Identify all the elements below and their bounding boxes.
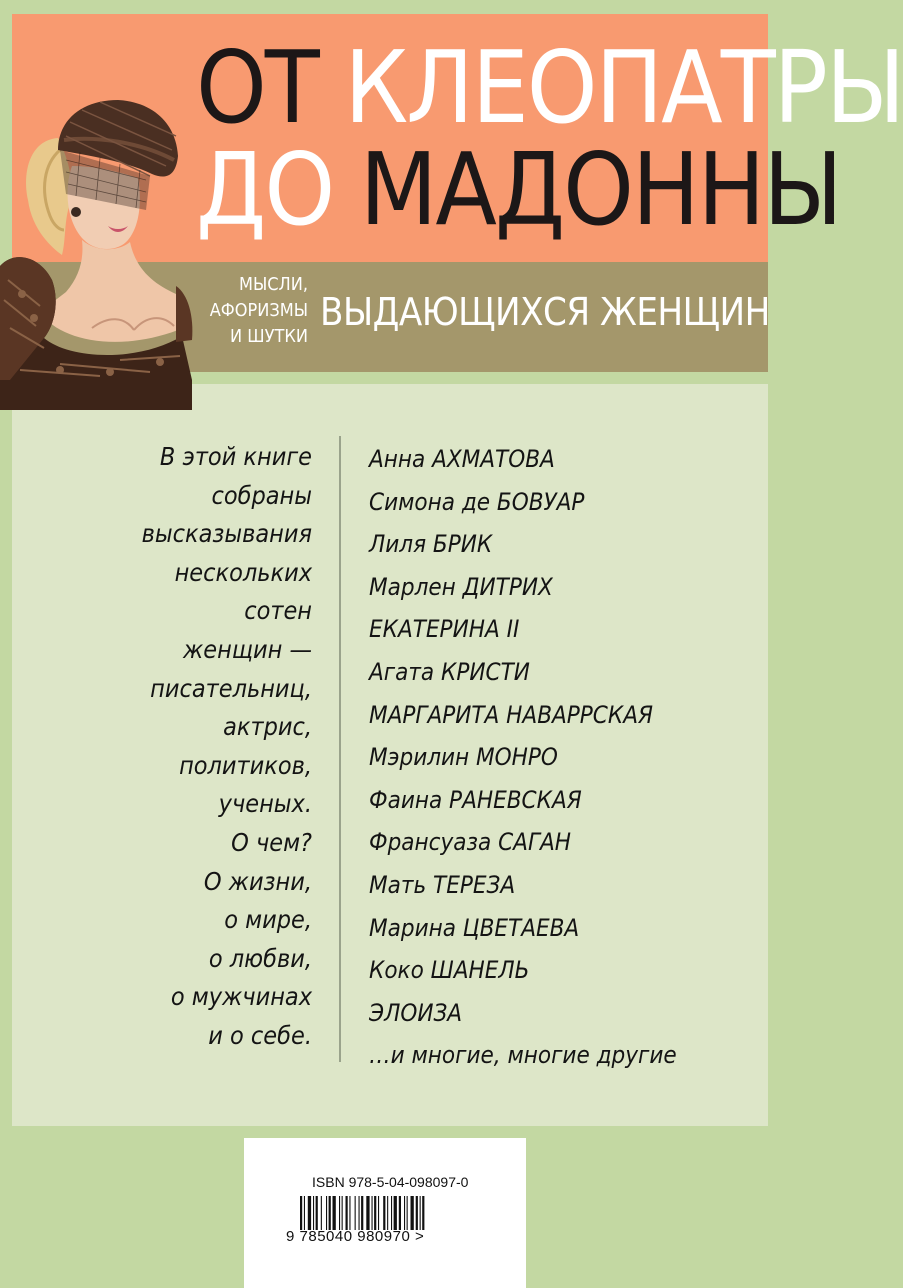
subtitle-small-line: АФОРИЗМЫ	[209, 300, 308, 321]
barcode-bar	[420, 1196, 421, 1230]
barcode-bar	[394, 1196, 397, 1230]
description-line: В этой книге	[159, 442, 312, 471]
barcode-bar	[404, 1196, 405, 1230]
barcode-bar	[346, 1196, 348, 1230]
barcode-bar	[374, 1196, 376, 1230]
subtitle-small	[210, 272, 308, 350]
description-text	[22, 438, 312, 1056]
barcode-bar	[304, 1196, 305, 1230]
list-item: Марлен ДИТРИХ	[369, 572, 553, 601]
description-line: нескольких	[174, 557, 312, 587]
description-line: высказывания	[141, 519, 312, 549]
barcode-digits: 9 785040 980970 >	[286, 1228, 425, 1245]
list-item: Симона де БОВУАР	[369, 487, 585, 516]
title-word: ДО	[196, 131, 334, 248]
portrait-image	[0, 80, 196, 410]
barcode-bar	[366, 1196, 369, 1230]
barcode-bar	[407, 1196, 408, 1230]
description-line: О чем?	[231, 827, 312, 857]
column-divider	[339, 436, 341, 1062]
list-item: Мать ТЕРЕЗА	[369, 870, 516, 899]
description-line: и о себе.	[208, 1020, 312, 1050]
description-line: собраны	[211, 480, 312, 510]
barcode-bar	[355, 1196, 356, 1230]
list-item: МАРГАРИТА НАВАРРСКАЯ	[369, 700, 653, 729]
barcode-bar	[416, 1196, 418, 1230]
barcode-bar	[359, 1196, 360, 1230]
description-line: о любви,	[208, 943, 312, 973]
title-line-2	[196, 131, 841, 248]
title-word: МАДОННЫ	[359, 131, 841, 248]
barcode-bar	[308, 1196, 311, 1230]
description-line: политиков,	[179, 750, 312, 780]
barcode-bar	[300, 1196, 302, 1230]
barcode-bar	[399, 1196, 401, 1230]
list-item: Лиля БРИК	[369, 530, 493, 559]
barcode-bar	[387, 1196, 388, 1230]
list-item: Коко ШАНЕЛЬ	[369, 956, 530, 985]
title-word: ОТ	[196, 29, 318, 146]
barcode-bar	[391, 1196, 392, 1230]
list-item: Марина ЦВЕТАЕВА	[369, 913, 580, 942]
subtitle-main: ВЫДАЮЩИХСЯ ЖЕНЩИН	[320, 290, 770, 334]
title-line-1	[196, 29, 903, 146]
title-word: КЛЕОПАТРЫ	[344, 29, 903, 146]
barcode-bar	[349, 1196, 350, 1230]
barcode-bar	[333, 1196, 336, 1230]
barcode-bar	[339, 1196, 340, 1230]
list-item: Анна АХМАТОВА	[369, 445, 555, 473]
list-item: Фаина РАНЕВСКАЯ	[369, 785, 582, 814]
barcode-bar	[326, 1196, 327, 1230]
barcode-bar	[313, 1196, 314, 1230]
list-item: ЕКАТЕРИНА II	[369, 615, 520, 644]
names-list	[369, 438, 677, 1077]
list-item: Франсуаза САГАН	[369, 828, 571, 857]
subtitle-small-line: И ШУТКИ	[230, 326, 308, 347]
barcode-bars	[300, 1196, 472, 1230]
description-line: женщин —	[183, 634, 312, 664]
description-line: актрис,	[223, 712, 312, 742]
subtitle-small-line: МЫСЛИ,	[238, 274, 308, 295]
barcode-bar	[422, 1196, 424, 1230]
barcode-bar	[329, 1196, 331, 1230]
barcode-bar	[361, 1196, 363, 1230]
description-line: о мужчинах	[170, 982, 312, 1012]
list-item: ЭЛОИЗА	[369, 998, 463, 1027]
description-line: О жизни,	[203, 866, 312, 896]
description-line: ученых.	[218, 789, 312, 819]
barcode-bar	[372, 1196, 373, 1230]
description-line: сотен	[244, 596, 312, 626]
barcode-bar	[316, 1196, 318, 1230]
description-line: писательниц,	[150, 673, 312, 703]
list-item: …и многие, многие другие	[369, 1041, 677, 1070]
list-item: Мэрилин МОНРО	[369, 743, 558, 772]
barcode-bar	[378, 1196, 379, 1230]
barcode-bar	[411, 1196, 414, 1230]
barcode-bar	[383, 1196, 385, 1230]
barcode-bar	[342, 1196, 343, 1230]
isbn-label: ISBN 978-5-04-098097-0	[312, 1174, 469, 1190]
list-item: Агата КРИСТИ	[369, 657, 530, 686]
description-line: о мире,	[224, 905, 312, 935]
barcode-bar	[321, 1196, 322, 1230]
